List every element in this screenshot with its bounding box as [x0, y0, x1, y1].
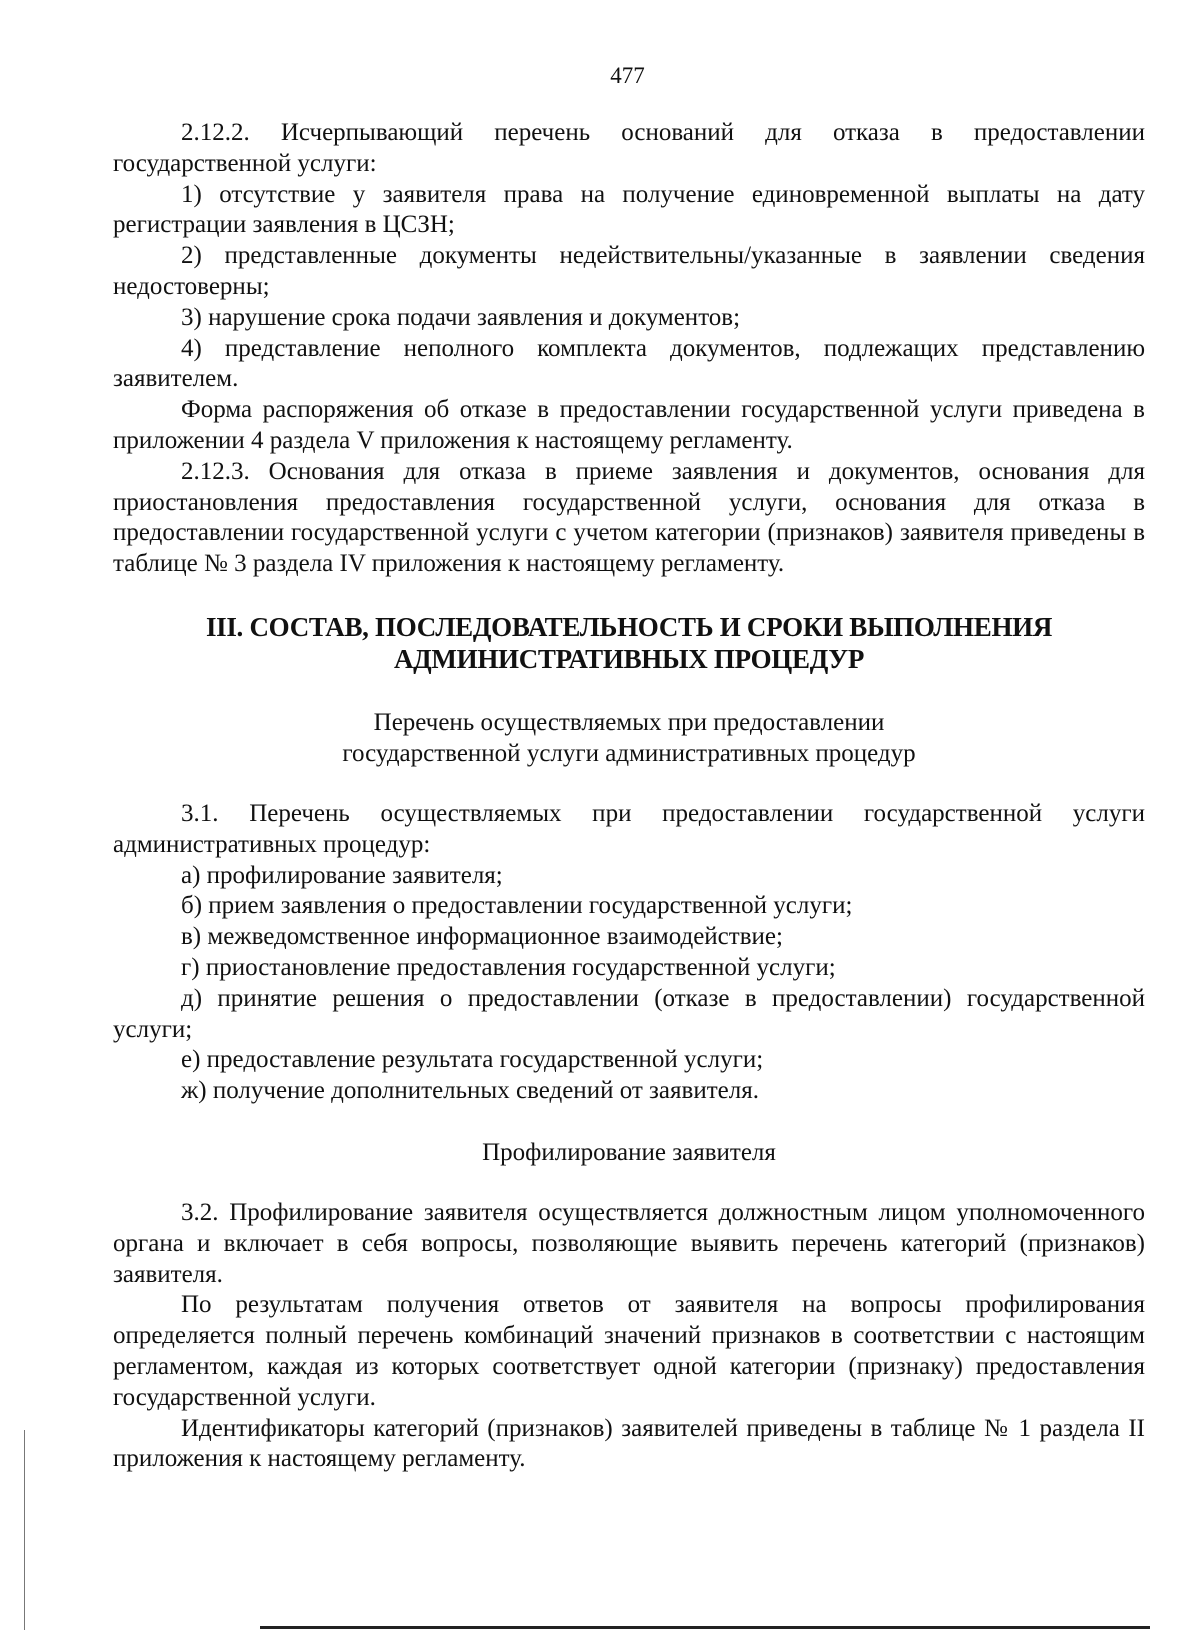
paragraph-identifiers: Идентификаторы категорий (признаков) заявителей приведены в таблице № 1 раздела II приложения к настоящему регламенту.: [113, 1414, 1145, 1473]
procedure-item-e: е) предоставление результата государственной услуги;: [181, 1046, 764, 1074]
list-item-refusal-1: 1) отсутствие у заявителя права на получение единовременной выплаты на дату регистрации заявления в ЦСЗН;: [113, 180, 1145, 239]
list-item-refusal-4: 4) представление неполного комплекта документов, подлежащих представлению заявителем.: [113, 334, 1145, 393]
paragraph-2-12-3: 2.12.3. Основания для отказа в приеме заявления и документов, основания для приостановления предоставления государственной услуги, основания для отказа в предоставлении государственной услуги с учетом категории (признаков) заявителя приведены в таблице № 3 раздела IV приложения к настоящему регламенту.: [113, 457, 1145, 578]
paragraph-3-2: 3.2. Профилирование заявителя осуществляется должностным лицом уполномоченного органа и включает в себя вопросы, позволяющие выявить перечень категорий (признаков) заявителя.: [113, 1198, 1145, 1288]
procedure-item-b: б) прием заявления о предоставлении государственной услуги;: [181, 892, 853, 920]
paragraph-2-12-2: 2.12.2. Исчерпывающий перечень оснований для отказа в предоставлении государственной услуги:: [113, 119, 1145, 177]
profiling-heading: Профилирование заявителя: [482, 1138, 776, 1166]
scan-bottom-line: [260, 1626, 1150, 1629]
procedure-item-g: г) приостановление предоставления государственной услуги;: [181, 953, 836, 981]
scan-edge-line: [24, 1430, 25, 1630]
section-3-title-line-2: АДМИНИСТРАТИВНЫХ ПРОЦЕДУР: [393, 643, 865, 674]
paragraph-refusal-form: Форма распоряжения об отказе в предоставлении государственной услуги приведена в приложении 4 раздела V приложения к настоящему регламенту.: [113, 396, 1145, 454]
list-item-refusal-2: 2) представленные документы недействительны/указанные в заявлении сведения недостоверны;: [113, 242, 1145, 300]
list-item-refusal-3: 3) нарушение срока подачи заявления и документов;: [181, 303, 741, 331]
page-number: 477: [610, 63, 645, 88]
paragraph-3-1: 3.1. Перечень осуществляемых при предоставлении государственной услуги административных процедур:: [113, 799, 1145, 858]
procedure-item-a: а) профилирование заявителя;: [181, 861, 503, 889]
section-3-title-line-1: III. СОСТАВ, ПОСЛЕДОВАТЕЛЬНОСТЬ И СРОКИ ВЫПОЛНЕНИЯ: [205, 611, 1053, 642]
procedure-item-d: д) принятие решения о предоставлении (отказе в предоставлении) государственной услуги;: [113, 984, 1145, 1043]
procedure-item-v: в) межведомственное информационное взаимодействие;: [181, 923, 783, 951]
section-3-title: [113, 611, 1145, 675]
section-3-subtitle-line-1: Перечень осуществляемых при предоставлении: [373, 708, 885, 736]
procedure-item-zh: ж) получение дополнительных сведений от заявителя.: [181, 1077, 759, 1105]
spacer: [113, 769, 1145, 799]
document-body: [113, 118, 1145, 1475]
section-3-subtitle: [113, 707, 1145, 769]
section-3-subtitle-line-2: государственной услуги административных процедур: [342, 739, 916, 767]
paragraph-profiling-results: По результатам получения ответов от заявителя на вопросы профилирования определяется полный перечень комбинаций значений признаков в соответствии с настоящим регламентом, каждая из которых соответствует одной категории (признаку) предоставления государственной услуги.: [113, 1291, 1145, 1411]
